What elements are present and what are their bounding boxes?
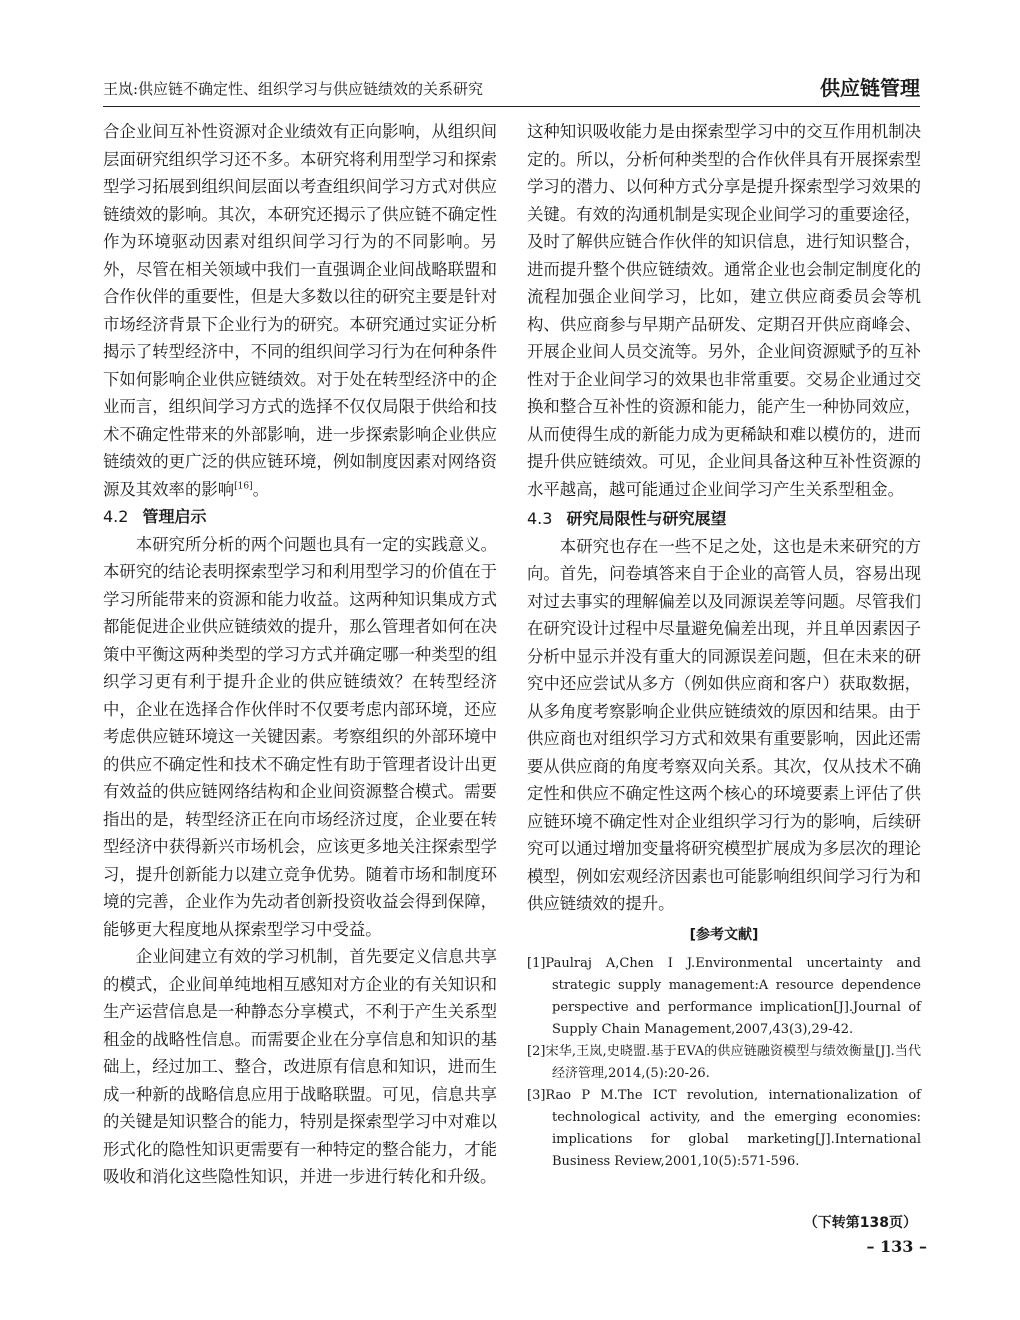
section-title: 管理启示 (142, 507, 207, 526)
paragraph (103, 118, 497, 503)
paragraph: 本研究所分析的两个问题也具有一定的实践意义。本研究的结论表明探索型学习和利用型学习的价值在于学习所能带来的资源和能力收益。这两种知识集成方式都能促进企业供应链绩效的提升，那么管理者如何在决策中平衡这两种类型的学习方式并确定哪一种类型的组织学习更有利于提升企业的供应链绩效？在转型经济中，企业在选择合作伙伴时不仅要考虑内部环境，还应考虑供应链环境这一关键因素。考察组织的外部环境中的供应不确定性和技术不确定性有助于管理者设计出更有效益的供应链网络结构和企业间资源整合模式。需要指出的是，转型经济正在向市场经济过度，企业要在转型经济中获得新兴市场机会，应该更多地关注探索型学习，提升创新能力以建立竞争优势。随着市场和制度环境的完善，企业作为先动者创新投资收益会得到保障，能够更大程度地从探索型学习中受益。 (103, 534, 497, 939)
section-number: 4.2 (103, 507, 129, 526)
paragraph-end: 。 (252, 479, 269, 499)
references-heading: [参考文献] (689, 926, 759, 943)
right-column (527, 118, 921, 1173)
reference-item: [1]Paulraj A,Chen I J.Environmental uncertainty and strategic supply management:A resource dependence perspective and performance implication[J].Journal of Supply Chain Management,2007,43(3),29-42. (527, 956, 921, 1037)
reference-item: [2]宋华,王岚,史晓盟.基于EVA的供应链融资模型与绩效衡量[J].当代经济管理,2014,(5):20-26. (527, 1044, 921, 1081)
running-header (103, 70, 920, 104)
section-heading-4-3 (527, 505, 921, 533)
reference-item: [3]Rao P M.The ICT revolution, internationalization of technological activity, and the emerging economies: implications for global marketing[J].International Business Review,2001,10(5):571-596. (527, 1088, 921, 1169)
journal-section-name: 供应链管理 (820, 76, 920, 100)
paragraph: 企业间建立有效的学习机制，首先要定义信息共享的模式，企业间单纯地相互感知对方企业的有关知识和生产运营信息是一种静态分享模式，不利于产生关系型租金的战略性信息。而需要企业在分享信息和知识的基础上，经过加工、整合，改进原有信息和知识，进而生成一种新的战略信息应用于战略联盟。可见，信息共享的关键是知识整合的能力，特别是探索型学习中对难以形式化的隐性知识更需要有一种特定的整合能力，才能吸收和消化这些隐性知识，并进一步进行转化和升级。 (103, 947, 497, 1186)
paragraph-text: 合企业间互补性资源对企业绩效有正向影响，从组织间层面研究组织学习还不多。本研究将利用型学习和探索型学习拓展到组织间层面以考查组织间学习方式对供应链绩效的影响。其次，本研究还揭示了供应链不确定性作为环境驱动因素对组织间学习行为的不同影响。另外，尽管在相关领域中我们一直强调企业间战略联盟和合作伙伴的重要性，但是大多数以往的研究主要是针对市场经济背景下企业行为的研究。本研究通过实证分析揭示了转型经济中，不同的组织间学习行为在何种条件下如何影响企业供应链绩效。对于处在转型经济中的企业而言，组织间学习方式的选择不仅仅局限于供给和技术不确定性带来的外部影响，进一步探索影响企业供应链绩效的更广泛的供应链环境，例如制度因素对网络资源及其效率的影响 (103, 122, 497, 499)
section-title: 研究局限性与研究展望 (566, 509, 727, 528)
left-column (103, 118, 497, 1191)
section-heading-4-2 (103, 503, 497, 531)
header-divider (103, 106, 920, 107)
citation-marker: [16] (234, 481, 253, 492)
paragraph: 这种知识吸收能力是由探索型学习中的交互作用机制决定的。所以，分析何种类型的合作伙伴具有开展探索型学习的潜力、以何种方式分享是提升探索型学习效果的关键。有效的沟通机制是实现企业间学习的重要途径，及时了解供应链合作伙伴的知识信息，进行知识整合，进而提升整个供应链绩效。通常企业也会制定制度化的流程加强企业间学习，比如，建立供应商委员会等机构、供应商参与早期产品研发、定期召开供应商峰会、开展企业间人员交流等。另外，企业间资源赋予的互补性对于企业间学习的效果也非常重要。交易企业通过交换和整合互补性的资源和能力，能产生一种协同效应，从而使得生成的新能力成为更稀缺和难以模仿的，进而提升供应链绩效。可见，企业间具备这种互补性资源的水平越高，越可能通过企业间学习产生关系型租金。 (527, 122, 921, 499)
paragraph: 本研究也存在一些不足之处，这也是未来研究的方向。首先，问卷填答来自于企业的高管人员，容易出现对过去事实的理解偏差以及同源误差等问题。尽管我们在研究设计过程中尽量避免偏差出现，并且单因素因子分析中显示并没有重大的同源误差问题，但在未来的研究中还应尝试从多方（例如供应商和客户）获取数据，从多角度考察影响企业供应链绩效的原因和结果。由于供应商也对组织学习方式和效果有重要影响，因此还需要从供应商的角度考察双向关系。其次，仅从技术不确定性和供应不确定性这两个核心的环境要素上评估了供应链环境不确定性对企业组织学习行为的影响，后续研究可以通过增加变量将研究模型扩展成为多层次的理论模型，例如宏观经济因素也可能影响组织间学习行为和供应链绩效的提升。 (527, 536, 921, 913)
section-number: 4.3 (527, 509, 553, 528)
article-running-title: 王岚:供应链不确定性、组织学习与供应链绩效的关系研究 (103, 80, 484, 98)
continued-note: （下转第138页） (803, 1215, 917, 1231)
page-number: – 133 – (866, 1237, 927, 1256)
